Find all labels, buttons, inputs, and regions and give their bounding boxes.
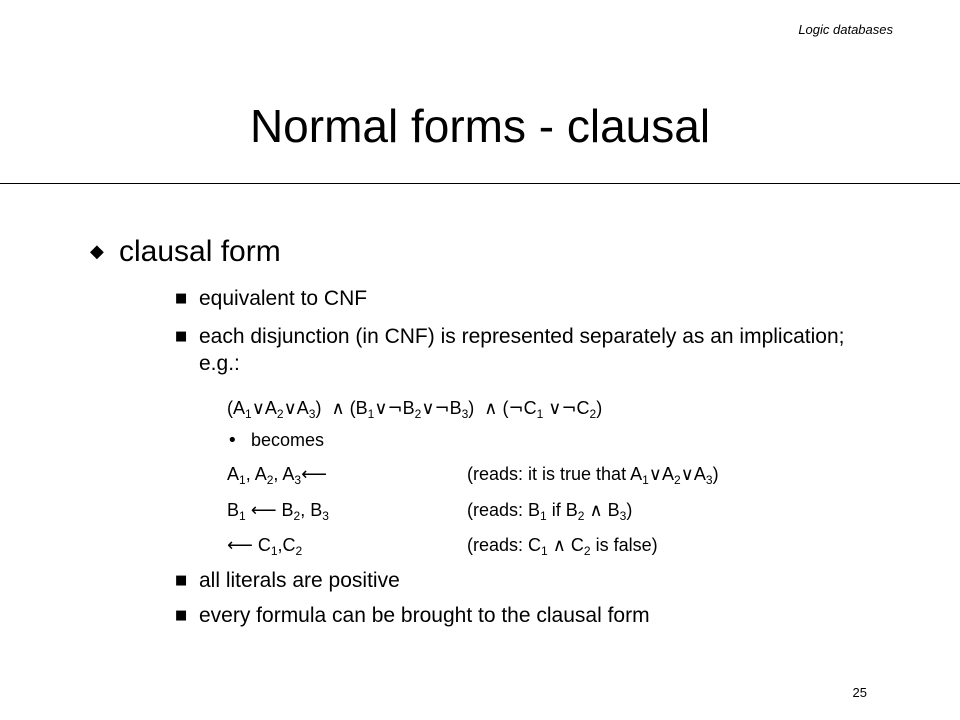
becomes-text: becomes <box>251 430 325 450</box>
clause-3-reading: (reads: $C_1$ ∧ $C_2$ is false) <box>467 535 658 558</box>
square-icon: ■ <box>175 291 188 306</box>
clause-row-1 <box>227 462 719 487</box>
clause-row-2 <box>227 498 633 523</box>
sub-bullet-2 <box>175 323 859 377</box>
diamond-icon: ◆ <box>90 241 104 262</box>
header-label: Logic databases <box>798 22 893 37</box>
sub-bullet-1-text: equivalent to CNF <box>199 287 368 310</box>
main-bullet <box>90 232 281 272</box>
clause-1-reading: (reads: it is true that $A_1\vee A_2\vee A_3$) <box>467 464 719 487</box>
sub-bullet-3-text: all literals are positive <box>199 569 400 592</box>
sub-bullet-3 <box>175 567 859 594</box>
clause-2: $B_1$ ⟵ $B_2$, $B_3$ <box>227 500 329 523</box>
main-bullet-text: clausal form <box>119 235 281 268</box>
title-divider <box>0 183 960 184</box>
square-icon: ■ <box>175 573 188 588</box>
clause-3: ⟵ $C_1,C_2$ <box>227 535 303 558</box>
bullet-dot-icon: • <box>227 430 238 451</box>
sub-bullet-1 <box>175 285 859 312</box>
sub-bullet-4 <box>175 602 859 629</box>
clause-1: $A_1$, $A_2$, $A_3⟵$ <box>227 464 327 487</box>
page-number: 25 <box>852 685 867 700</box>
example-becomes <box>227 428 324 453</box>
slide-title: Normal forms - clausal <box>249 100 711 152</box>
clause-row-3 <box>227 533 658 558</box>
example-formula: $(A_1\vee A_2\vee A_3)$ ∧ $(B_1\vee\neg B_2\vee\neg B_3)$ ∧ ($\neg C_1$ $\vee\neg C_2$) <box>227 398 603 421</box>
clause-2-reading: (reads: $B_1$ if $B_2$ ∧ $B_3$) <box>467 500 633 523</box>
square-icon: ■ <box>175 608 188 623</box>
square-icon: ■ <box>175 329 188 344</box>
sub-bullet-4-text: every formula can be brought to the clausal form <box>199 604 650 627</box>
sub-bullet-2-text: each disjunction (in CNF) is represented separately as an implication; e.g.: <box>199 325 845 375</box>
